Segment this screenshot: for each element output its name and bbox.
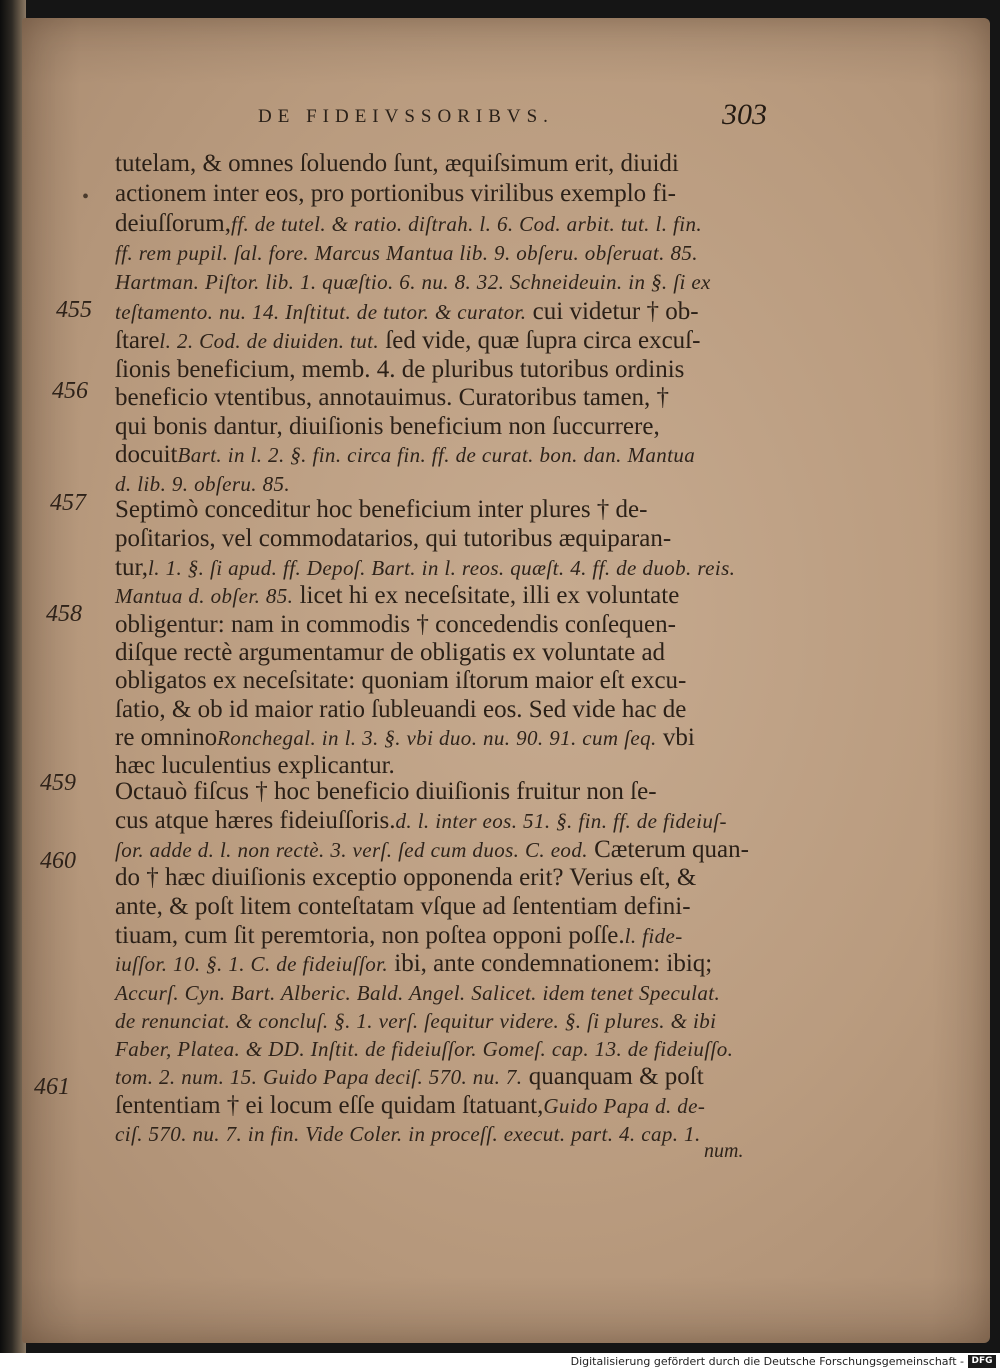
text-line: Septimò conceditur hoc beneficium inter plures † de- [115,496,648,523]
text-line: ſionis beneficium, memb. 4. de pluribus tutoribus ordinis [115,356,685,383]
text-line: Mantua d. obſer. 85. licet hi ex neceſsitate, illi ex voluntate [115,582,680,609]
footer-bar [0,1353,1000,1371]
margin-number-457: 457 [50,490,86,516]
text-line: docuitBart. in l. 2. §. fin. circa fin. ff. de curat. bon. dan. Mantua [115,441,696,468]
footer-credit: Digitalisierung gefördert durch die Deutsche Forschungsgemeinschaft - [570,1355,964,1368]
margin-number-459: 459 [40,770,76,796]
margin-number-455: 455 [56,297,92,323]
text-line: qui bonis dantur, diuiſionis beneficium non ſuccurrere, [115,413,660,440]
text-line: ff. rem pupil. ſal. fore. Marcus Mantua lib. 9. obſeru. obſeruat. 85. [115,241,698,265]
text-line: tom. 2. num. 15. Guido Papa deciſ. 570. nu. 7. quanquam & poſt [115,1063,704,1090]
book-page [22,18,990,1343]
text-line: tutelam, & omnes ſoluendo ſunt, æquiſsimum erit, diuidi [115,150,679,177]
margin-number-458: 458 [46,601,82,627]
text-line: de renunciat. & concluſ. §. 1. verſ. ſequitur videre. §. ſi plures. & ibi [115,1009,717,1033]
text-line: cus atque hæres fideiuſſoris.d. l. inter eos. 51. §. fin. ff. de fideiuſ- [115,807,727,834]
text-line: ſatio, & ob id maior ratio ſubleuandi eos. Sed vide hac de [115,696,687,723]
text-line: ciſ. 570. nu. 7. in fin. Vide Coler. in proceſſ. execut. part. 4. cap. 1. [115,1122,701,1146]
text-line: diſque rectè argumentamur de obligatis ex voluntate ad [115,639,666,666]
text-line: tur,l. 1. §. ſi apud. ff. Depoſ. Bart. in l. reos. quæſt. 4. ff. de duob. reis. [115,554,736,581]
text-line: iuſſor. 10. §. 1. C. de fideiuſſor. ibi, ante condemnationem: ibiq; [115,950,713,977]
text-line: actionem inter eos, pro portionibus virilibus exemplo fi- [115,180,676,207]
text-line: obligatos ex neceſsitate: quoniam iſtorum maior eſt excu- [115,667,687,694]
text-line: Faber, Platea. & DD. Inſtit. de fideiuſſor. Gomeſ. cap. 13. de fideiuſſo. [115,1037,734,1061]
text-line: d. lib. 9. obſeru. 85. [115,472,291,496]
margin-number-461: 461 [34,1074,70,1100]
text-line: do † hæc diuiſionis exceptio opponenda erit? Verius eſt, & [115,864,697,891]
text-line: teſtamento. nu. 14. Inſtitut. de tutor. & curator. cui videtur † ob- [115,298,699,325]
text-line: beneficio vtentibus, annotauimus. Curatoribus tamen, † [115,384,670,411]
running-head: DE FIDEIVSSORIBVS. [258,106,554,127]
text-line: poſitarios, vel commodatarios, qui tutoribus æquiparan- [115,525,672,552]
text-line: ſor. adde d. l. non rectè. 3. verſ. ſed cum duos. C. eod. Cæterum quan- [115,836,749,863]
text-line: Octauò fiſcus † hoc beneficio diuiſionis fruitur non ſe- [115,778,657,805]
dfg-logo: DFG [968,1355,996,1368]
catchword: num. [704,1140,744,1162]
margin-dot: • [82,186,90,208]
text-line: ſententiam † ei locum eſſe quidam ſtatuant,Guido Papa d. de- [115,1092,706,1119]
text-line: re omninoRonchegal. in l. 3. §. vbi duo. nu. 90. 91. cum ſeq. vbi [115,724,695,751]
text-line: Accurſ. Cyn. Bart. Alberic. Bald. Angel. Salicet. idem tenet Speculat. [115,981,721,1005]
text-line: ſtarel. 2. Cod. de diuiden. tut. ſed vide, quæ ſupra circa excuſ- [115,327,701,354]
text-line: hæc luculentius explicantur. [115,752,395,779]
page-number: 303 [722,98,767,131]
margin-number-460: 460 [40,848,76,874]
text-line: obligentur: nam in commodis † concedendis conſequen- [115,611,676,638]
text-line: ante, & poſt litem conteſtatam vſque ad ſententiam defini- [115,893,691,920]
text-line: tiuam, cum ſit peremtoria, non poſtea opponi poſſe.l. fide- [115,922,683,949]
text-line: Hartman. Piſtor. lib. 1. quæſtio. 6. nu. 8. 32. Schneideuin. in §. ſi ex [115,270,711,294]
text-line: deiuſſorum,ff. de tutel. & ratio. diſtrah. l. 6. Cod. arbit. tut. l. fin. [115,210,703,237]
margin-number-456: 456 [52,378,88,404]
